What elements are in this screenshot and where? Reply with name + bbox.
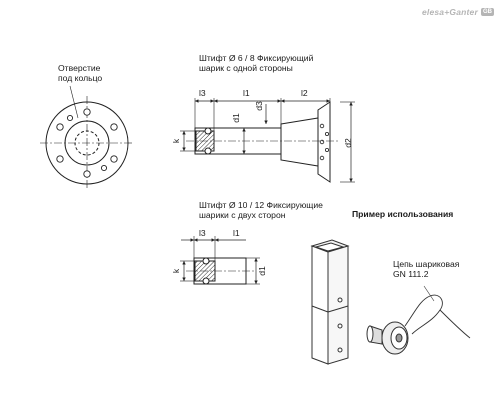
text-line: под кольцо xyxy=(58,73,103,83)
brand-logo xyxy=(422,7,494,17)
chain-note xyxy=(393,259,459,279)
usage-title: Пример использования xyxy=(352,209,454,219)
pin-side-view-6-8 xyxy=(180,98,355,182)
pin-10-12-caption xyxy=(199,200,323,220)
dim-l1-lower: l1 xyxy=(233,228,240,238)
pin-side-view-10-12 xyxy=(180,236,260,284)
text-line: Цепь шариковая xyxy=(393,259,460,269)
dim-k-upper: k xyxy=(171,138,182,144)
dim-l3-lower: l3 xyxy=(199,228,206,238)
text-line: шарик с одной стороны xyxy=(199,63,293,73)
text-line: Отверстие xyxy=(58,63,101,73)
text-line: Штифт Ø 10 / 12 Фиксирующие xyxy=(199,200,323,210)
dim-d1-upper: d1 xyxy=(230,113,241,123)
pin-6-8-caption xyxy=(199,53,313,73)
chain-note-text xyxy=(393,259,459,279)
text-line: Штифт Ø 6 / 8 Фиксирующий xyxy=(199,53,314,63)
text-line: шарики с двух сторон xyxy=(199,210,286,220)
dim-k-lower: k xyxy=(171,268,182,274)
dim-d3-upper: d3 xyxy=(253,101,264,111)
dim-d1-lower: d1 xyxy=(256,266,267,276)
text-line: GN 111.2 xyxy=(393,269,429,279)
country-badge: GB xyxy=(483,9,492,15)
hole-note-text xyxy=(58,63,102,83)
hole-note xyxy=(58,63,102,83)
dim-d2-upper: d2 xyxy=(342,138,353,148)
dim-l3-upper: l3 xyxy=(199,88,206,98)
flange-front-view xyxy=(40,86,134,190)
dim-l2-upper: l2 xyxy=(301,88,308,98)
pin-6-8-text xyxy=(199,53,313,73)
dim-l1-upper: l1 xyxy=(243,88,250,98)
brand-name: elesa+Ganter xyxy=(421,7,478,17)
pin-10-12-text xyxy=(199,200,323,220)
